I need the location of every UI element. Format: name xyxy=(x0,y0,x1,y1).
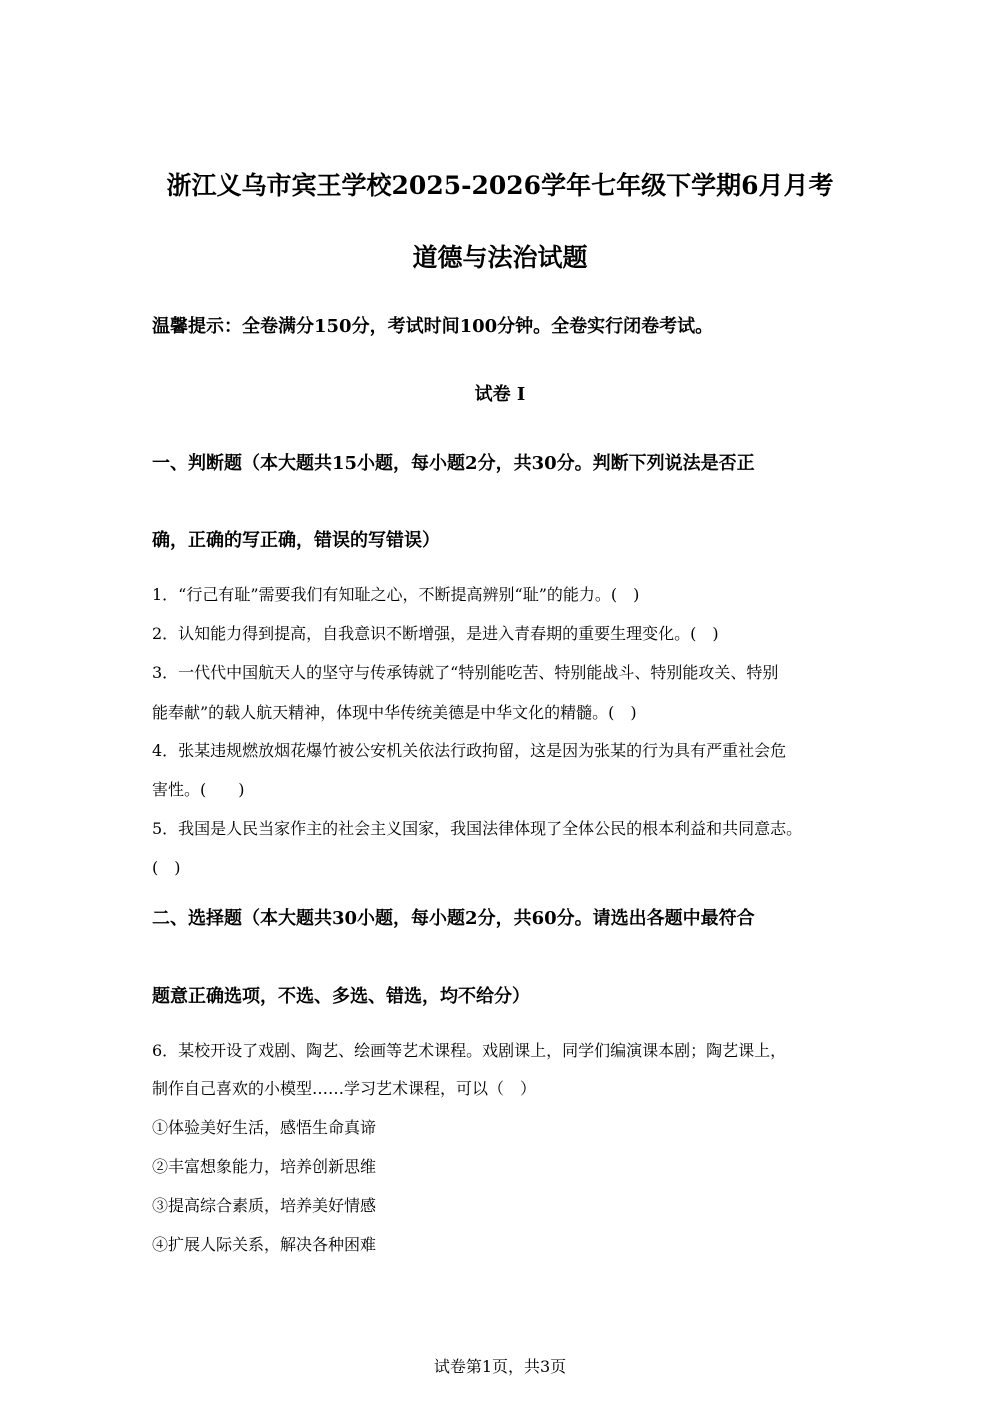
question-4-line-1: 4．张某违规燃放烟花爆竹被公安机关依法行政拘留，这是因为张某的行为具有严重社会危 xyxy=(152,741,787,760)
question-5-line-1: 5．我国是人民当家作主的社会主义国家，我国法律体现了全体公民的根本利益和共同意志。 xyxy=(152,819,803,838)
question-4-line-2: 害性。( ) xyxy=(152,780,245,799)
question-5-line-2: ( ) xyxy=(152,858,181,877)
question-2-line-1: 2．认知能力得到提高，自我意识不断增强，是进入青春期的重要生理变化。( ) xyxy=(152,624,719,643)
section2-heading-line-1: 二、选择题（本大题共30小题，每小题2分，共60分。请选出各题中最符合 xyxy=(152,908,755,929)
question-6-option-3: ③提高综合素质，培养美好情感 xyxy=(152,1196,377,1215)
exam-title-line-2: 道德与法治试题 xyxy=(412,243,588,272)
section2-heading-line-2: 题意正确选项，不选、多选、错选，均不给分） xyxy=(152,986,530,1007)
question-6-stem-line-2: 制作自己喜欢的小模型……学习艺术课程，可以（ ） xyxy=(152,1079,537,1098)
section1-heading-line-2: 确，正确的写正确，错误的写错误） xyxy=(152,530,440,551)
paper-label: 试卷 I xyxy=(474,384,526,405)
question-1-line-1: 1．“行己有耻”需要我们有知耻之心，不断提高辨别“耻”的能力。( ) xyxy=(152,585,640,604)
question-3-line-1: 3．一代代中国航天人的坚守与传承铸就了“特别能吃苦、特别能战斗、特别能攻关、特别 xyxy=(152,663,779,682)
exam-title-line-1: 浙江义乌市宾王学校2025-2026学年七年级下学期6月月考 xyxy=(166,171,834,200)
question-6-option-1: ①体验美好生活，感悟生命真谛 xyxy=(152,1118,377,1137)
section1-heading-line-1: 一、判断题（本大题共15小题，每小题2分，共30分。判断下列说法是否正 xyxy=(152,453,755,474)
question-3-line-2: 能奉献”的载人航天精神，体现中华传统美德是中华文化的精髓。( ) xyxy=(152,703,637,722)
question-6-option-4: ④扩展人际关系，解决各种困难 xyxy=(152,1235,377,1254)
exam-tip: 温馨提示：全卷满分150分，考试时间100分钟。全卷实行闭卷考试。 xyxy=(152,316,714,337)
question-6-option-2: ②丰富想象能力，培养创新思维 xyxy=(152,1157,377,1176)
question-6-stem-line-1: 6．某校开设了戏剧、陶艺、绘画等艺术课程。戏剧课上，同学们编演课本剧；陶艺课上， xyxy=(152,1041,787,1060)
page-footer: 试卷第1页，共3页 xyxy=(433,1357,567,1376)
